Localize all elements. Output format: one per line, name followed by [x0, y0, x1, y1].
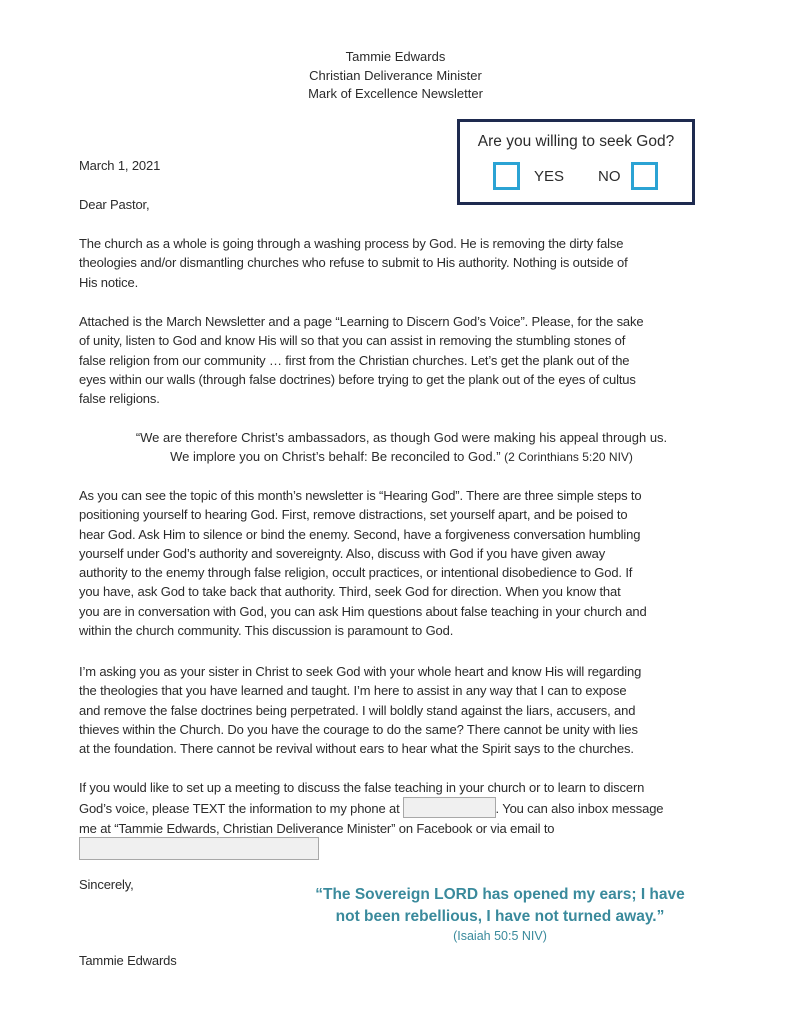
- question-text: Are you willing to seek God?: [477, 133, 675, 150]
- contact-line-2-before: God’s voice, please TEXT the information to my phone at: [79, 801, 400, 817]
- author-name: Tammie Edwards: [345, 49, 446, 64]
- contact-line-2-after: . You can also inbox message: [495, 801, 664, 817]
- letter-date: March 1, 2021: [79, 158, 161, 173]
- quote-line-2: [79, 447, 724, 467]
- verse-reference: (Isaiah 50:5 NIV): [453, 929, 547, 943]
- paragraph-line: His notice.: [79, 274, 139, 290]
- paragraph-line: the theologies that you have learned and taught. I’m here to assist in any way that I can to expose: [79, 683, 627, 699]
- verse-line-2: not been rebellious, I have not turned away.”: [335, 908, 665, 925]
- salutation: Dear Pastor,: [79, 197, 150, 212]
- redacted-phone-number: [403, 797, 496, 818]
- paragraph-line: Attached is the March Newsletter and a page “Learning to Discern God’s Voice”. Please, for the sake: [79, 314, 644, 329]
- featured-verse: [300, 884, 700, 944]
- paragraph-line: I’m asking you as your sister in Christ to seek God with your whole heart and know His will regarding: [79, 664, 642, 679]
- paragraph-3: [79, 486, 724, 640]
- paragraph-4: [79, 662, 724, 758]
- newsletter-name: Mark of Excellence Newsletter: [308, 86, 483, 101]
- scripture-quote: [79, 428, 724, 467]
- contact-paragraph: [79, 778, 724, 838]
- contact-line-2: [79, 797, 724, 818]
- signature: Tammie Edwards: [79, 953, 177, 968]
- paragraph-line: false religion from our community … first from the Christian churches. Let’s get the plank out of the: [79, 352, 630, 368]
- paragraph-line: eyes within our walls (through false doctrines) before trying to get the plank out of the eyes of cultus: [79, 371, 636, 387]
- paragraph-line: As you can see the topic of this month’s newsletter is “Hearing God”. There are three simple steps to: [79, 488, 642, 503]
- paragraph-line: at the foundation. There cannot be revival without ears to hear what the Spirit says to the churches.: [79, 741, 634, 757]
- redacted-email-address: [79, 837, 319, 860]
- paragraph-line: theologies and/or dismantling churches who refuse to submit to His authority. Nothing is outside of: [79, 255, 628, 271]
- no-label: NO: [598, 168, 621, 185]
- yes-label: YES: [534, 168, 565, 185]
- verse-line-1: “The Sovereign LORD has opened my ears; I have: [315, 886, 685, 903]
- paragraph-line: positioning yourself to hearing God. First, remove distractions, set yourself apart, and be poised to: [79, 507, 628, 523]
- paragraph-line: you have, ask God to take back that authority. Third, seek God for direction. When you know that: [79, 584, 621, 600]
- paragraph-line: you are in conversation with God, you can ask Him questions about false teaching in your church and: [79, 603, 647, 619]
- paragraph-2: [79, 312, 724, 408]
- paragraph-line: of unity, listen to God and know His will so that you can assist in removing the stumbling stones of: [79, 333, 626, 349]
- paragraph-line: The church as a whole is going through a washing process by God. He is removing the dirty false: [79, 236, 624, 251]
- letterhead: [0, 48, 791, 104]
- contact-line-1: If you would like to set up a meeting to discuss the false teaching in your church or to learn to discern: [79, 780, 645, 795]
- quote-line-2-text: We implore you on Christ’s behalf: Be reconciled to God.”: [170, 449, 501, 464]
- author-title: Christian Deliverance Minister: [309, 67, 482, 83]
- paragraph-line: false religions.: [79, 391, 160, 407]
- paragraph-line: thieves within the Church. Do you have the courage to do the same? There cannot be unity with lies: [79, 721, 638, 737]
- contact-line-3: me at “Tammie Edwards, Christian Deliverance Minister” on Facebook or via email to: [79, 820, 555, 836]
- closing: Sincerely,: [79, 877, 134, 892]
- paragraph-line: hear God. Ask Him to silence or bind the enemy. Second, have a forgiveness conversation humbling: [79, 526, 641, 542]
- paragraph-line: authority to the enemy through false religion, occult practices, or intentional disobedience to God. If: [79, 565, 633, 581]
- quote-reference: (2 Corinthians 5:20 NIV): [504, 450, 633, 464]
- paragraph-1: [79, 234, 724, 292]
- quote-line-1: “We are therefore Christ’s ambassadors, as though God were making his appeal through us.: [135, 430, 668, 445]
- paragraph-line: within the church community. This discussion is paramount to God.: [79, 623, 454, 639]
- paragraph-line: yourself under God’s authority and sovereignty. Also, discuss with God if you have given away: [79, 545, 606, 561]
- paragraph-line: and remove the false doctrines being perpetrated. I will boldly stand against the liars, accusers, and: [79, 702, 636, 718]
